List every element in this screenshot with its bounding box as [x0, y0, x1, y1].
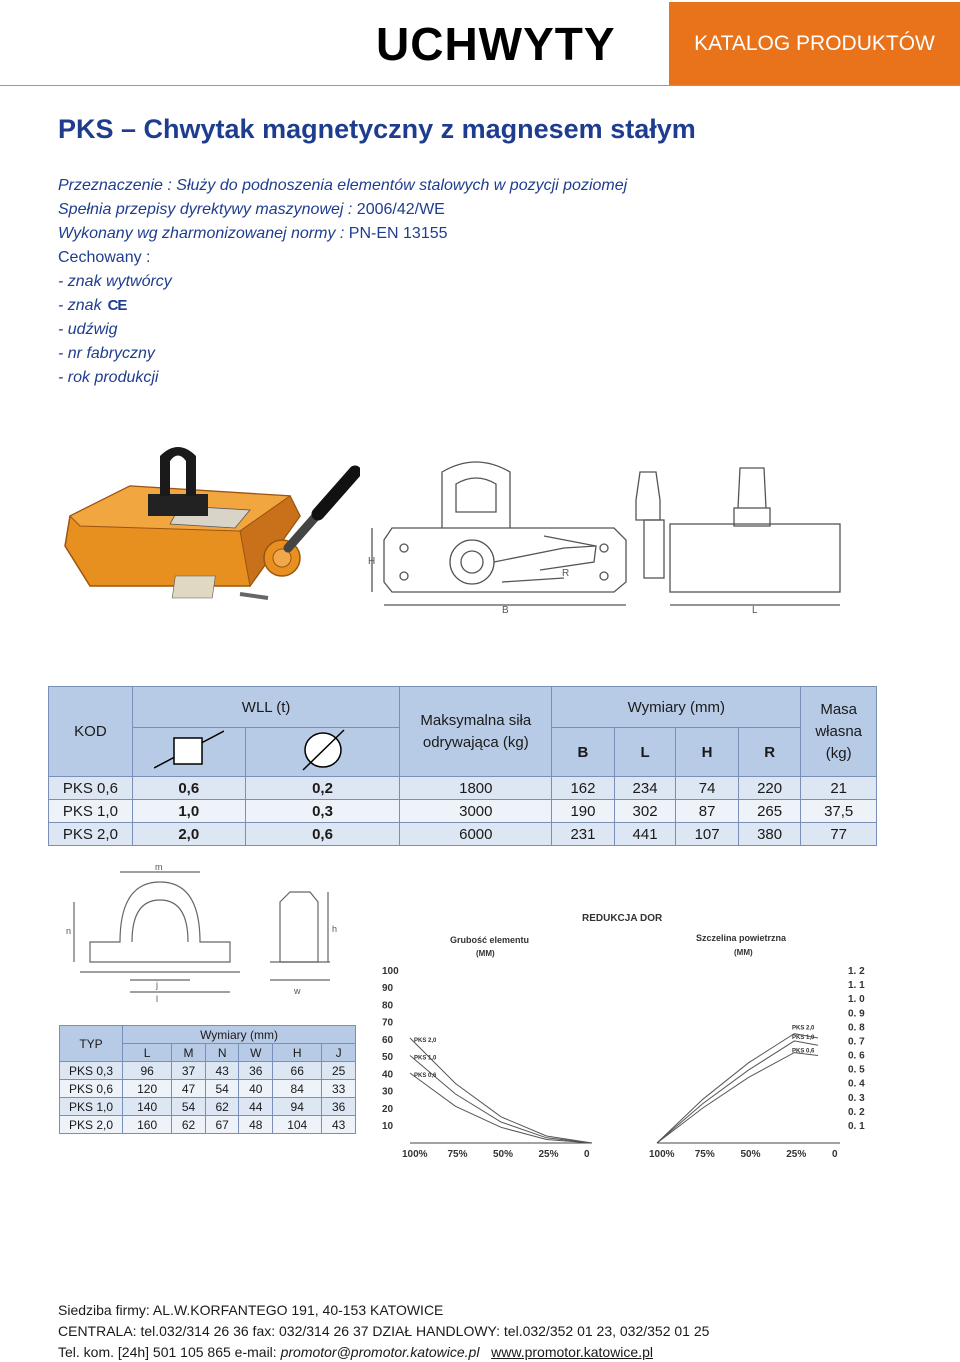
y-tick-label: 1. 2: [848, 966, 865, 977]
chart-subtitle-right: Szczelina powietrzna: [696, 933, 787, 943]
cell-l: 120: [123, 1080, 172, 1098]
purpose-line: [58, 174, 627, 198]
chart-title: REDUKCJA DOR: [582, 913, 663, 924]
series-line: [410, 1056, 592, 1144]
y-tick-label: 1. 1: [848, 980, 865, 992]
y-tick-label: 90: [382, 983, 394, 995]
eye-dims-table: [59, 1025, 356, 1134]
cell-typ: PKS 0,6: [60, 1080, 123, 1098]
y-tick-label: 0. 3: [848, 1092, 865, 1104]
page-title: PKS – Chwytak magnetyczny z magnesem stałym: [58, 114, 696, 144]
col-mass: Masa własna (kg): [801, 687, 877, 777]
directive-value: 2006/42/WE: [352, 201, 445, 218]
technical-drawing: [364, 460, 848, 615]
cell-w: 40: [239, 1080, 273, 1098]
cell-l: 160: [123, 1116, 172, 1134]
cell-m: 62: [172, 1116, 206, 1134]
cell-force: 6000: [400, 823, 552, 846]
cell-m: 54: [172, 1098, 206, 1116]
dim-label-b: B: [502, 605, 509, 615]
y-tick-label: 0. 9: [848, 1008, 865, 1020]
mark-item: - udźwig: [58, 321, 118, 338]
cell-kod: PKS 1,0: [49, 800, 133, 823]
cell-wll-round: 0,2: [245, 777, 400, 800]
y-tick-label: 10: [382, 1121, 394, 1132]
mark-item: - znak: [58, 297, 102, 314]
table-row: [49, 823, 877, 846]
col-m: M: [172, 1044, 206, 1062]
y-tick-label: 1. 0: [848, 994, 865, 1006]
cell-r: 265: [738, 800, 801, 823]
x-tick-label: 50%: [493, 1149, 514, 1160]
email-link[interactable]: promotor@promotor.katowice.pl: [280, 1344, 480, 1360]
dim-label-h-small: h: [332, 924, 338, 934]
directive-label: Spełnia przepisy dyrektywy maszynowej :: [58, 201, 353, 218]
col-force: Maksymalna siła odrywająca (kg): [400, 687, 552, 777]
cell-b: 231: [552, 823, 615, 846]
y-tick-label: 0. 5: [848, 1064, 865, 1076]
header-divider: [0, 85, 960, 86]
y-tick-label: 20: [382, 1103, 394, 1115]
x-tick-label: 25%: [538, 1149, 559, 1160]
y-tick-label: 0. 1: [848, 1121, 865, 1132]
col-typ: TYP: [60, 1026, 123, 1062]
col-l: L: [614, 728, 676, 777]
series-label: PKS 2,0: [792, 1025, 815, 1032]
x-tick-label: 75%: [447, 1149, 468, 1160]
y-tick-label: 70: [382, 1017, 394, 1029]
cell-l: 302: [614, 800, 676, 823]
cell-h: 74: [676, 777, 739, 800]
series-label: PKS 1,0: [792, 1034, 815, 1041]
marked-label: Cechowany :: [58, 249, 151, 266]
col-h: H: [273, 1044, 322, 1062]
col-b: B: [552, 728, 615, 777]
col-dims: Wymiary (mm): [123, 1026, 356, 1044]
dim-label-l: L: [752, 605, 758, 615]
cell-l: 441: [614, 823, 676, 846]
cell-wll-flat: 1,0: [132, 800, 245, 823]
table-row: [49, 777, 877, 800]
col-j: J: [322, 1044, 356, 1062]
series-line: [657, 1041, 818, 1143]
chart-unit-right: (MM): [734, 948, 753, 957]
col-w: W: [239, 1044, 273, 1062]
cell-w: 36: [239, 1062, 273, 1080]
cell-force: 3000: [400, 800, 552, 823]
cell-r: 380: [738, 823, 801, 846]
x-tick-label: 0: [832, 1149, 838, 1160]
dim-label-h: H: [368, 556, 376, 567]
series-label: PKS 2,0: [414, 1038, 437, 1044]
catalog-badge: KATALOG PRODUKTÓW: [669, 2, 960, 85]
col-r: R: [738, 728, 801, 777]
x-tick-label: 0: [584, 1149, 590, 1160]
website-link[interactable]: www.promotor.katowice.pl: [491, 1344, 653, 1360]
dim-label-w: w: [294, 986, 301, 996]
norm-line: [58, 222, 448, 246]
cell-n: 62: [205, 1098, 239, 1116]
round-load-icon: [245, 728, 400, 777]
chart-subtitle-left: Grubość elementu: [450, 935, 530, 945]
cell-h: 107: [676, 823, 739, 846]
cell-b: 190: [552, 800, 615, 823]
dim-label-l-small: l: [156, 994, 158, 1004]
footer-mobile: Tel. kom. [24h] 501 105 865 e-mail:: [58, 1344, 281, 1360]
y-tick-label: 30: [382, 1086, 394, 1098]
series-line: [410, 1073, 592, 1143]
cell-h: 87: [676, 800, 739, 823]
cell-m: 37: [172, 1062, 206, 1080]
footer-contact: [58, 1342, 653, 1362]
cell-typ: PKS 2,0: [60, 1116, 123, 1134]
cell-wll-round: 0,3: [245, 800, 400, 823]
y-tick-label: 100: [382, 966, 399, 977]
cell-h: 94: [273, 1098, 322, 1116]
col-l: L: [123, 1044, 172, 1062]
cell-l: 96: [123, 1062, 172, 1080]
cell-force: 1800: [400, 777, 552, 800]
col-h: H: [676, 728, 739, 777]
cell-typ: PKS 1,0: [60, 1098, 123, 1116]
dim-label-n: n: [66, 926, 72, 936]
footer-phones: CENTRALA: tel.032/314 26 36 fax: 032/314 26 37 DZIAŁ HANDLOWY: tel.032/352 01 23, 032/352 01 25: [58, 1323, 710, 1339]
cell-j: 33: [322, 1080, 356, 1098]
y-tick-label: 0. 2: [848, 1106, 865, 1118]
flat-load-icon: [132, 728, 245, 777]
brand-title: UCHWYTY: [376, 18, 616, 70]
table-row: [60, 1098, 356, 1116]
cell-l: 234: [614, 777, 676, 800]
col-kod: KOD: [49, 687, 133, 777]
cell-kod: PKS 2,0: [49, 823, 133, 846]
ce-mark-icon: CE: [107, 297, 127, 314]
cell-wll-flat: 0,6: [132, 777, 245, 800]
norm-label: Wykonany wg zharmonizowanej normy :: [58, 225, 345, 242]
cell-l: 140: [123, 1098, 172, 1116]
y-tick-label: 60: [382, 1034, 394, 1046]
table-row: [60, 1062, 356, 1080]
cell-h: 104: [273, 1116, 322, 1134]
cell-mass: 21: [801, 777, 877, 800]
mark-item: - nr fabryczny: [58, 345, 155, 362]
cell-w: 44: [239, 1098, 273, 1116]
cell-j: 43: [322, 1116, 356, 1134]
cell-kod: PKS 0,6: [49, 777, 133, 800]
cell-m: 47: [172, 1080, 206, 1098]
cell-wll-round: 0,6: [245, 823, 400, 846]
norm-value: PN-EN 13155: [344, 225, 448, 242]
y-tick-label: 0. 4: [848, 1078, 865, 1090]
reduction-charts: [370, 905, 870, 1160]
series-label: PKS 0,6: [792, 1048, 815, 1055]
eye-drawing: [60, 862, 360, 1012]
series-line: [657, 1053, 818, 1143]
cell-b: 162: [552, 777, 615, 800]
x-tick-label: 50%: [740, 1149, 761, 1160]
cell-mass: 77: [801, 823, 877, 846]
dim-label-j: j: [156, 980, 158, 990]
y-tick-label: 0. 8: [848, 1022, 865, 1034]
cell-r: 220: [738, 777, 801, 800]
product-photo: [60, 436, 360, 616]
cell-w: 48: [239, 1116, 273, 1134]
cell-h: 84: [273, 1080, 322, 1098]
x-tick-label: 25%: [786, 1149, 807, 1160]
x-tick-label: 75%: [694, 1149, 715, 1160]
cell-h: 66: [273, 1062, 322, 1080]
col-wll: WLL (t): [132, 687, 400, 728]
table-row: [60, 1080, 356, 1098]
y-tick-label: 0. 7: [848, 1036, 865, 1048]
table-row: [49, 800, 877, 823]
purpose-label: Przeznaczenie :: [58, 177, 172, 194]
y-tick-label: 80: [382, 1000, 394, 1012]
series-label: PKS 0,6: [414, 1073, 437, 1079]
cell-n: 67: [205, 1116, 239, 1134]
directive-line: [58, 198, 445, 222]
mark-item-ce: [58, 294, 126, 318]
specs-table: [48, 686, 877, 846]
cell-j: 36: [322, 1098, 356, 1116]
col-n: N: [205, 1044, 239, 1062]
col-dims: Wymiary (mm): [552, 687, 801, 728]
series-label: PKS 1,0: [414, 1055, 437, 1062]
cell-typ: PKS 0,3: [60, 1062, 123, 1080]
chart-unit-left: (MM): [476, 949, 495, 958]
cell-j: 25: [322, 1062, 356, 1080]
y-tick-label: 0. 6: [848, 1050, 865, 1062]
mark-item: - znak wytwórcy: [58, 273, 172, 290]
x-tick-label: 100%: [402, 1149, 428, 1160]
mark-item: - rok produkcji: [58, 369, 159, 386]
x-tick-label: 100%: [649, 1149, 675, 1160]
footer-address: Siedziba firmy: AL.W.KORFANTEGO 191, 40-153 KATOWICE: [58, 1302, 444, 1318]
purpose-value: Służy do podnoszenia elementów stalowych w pozycji poziomej: [171, 177, 628, 194]
table-row: [60, 1116, 356, 1134]
y-tick-label: 50: [382, 1052, 394, 1064]
dim-label-r: R: [562, 568, 570, 579]
cell-mass: 37,5: [801, 800, 877, 823]
y-tick-label: 40: [382, 1069, 394, 1081]
cell-wll-flat: 2,0: [132, 823, 245, 846]
cell-n: 54: [205, 1080, 239, 1098]
dim-label-m: m: [155, 862, 163, 872]
cell-n: 43: [205, 1062, 239, 1080]
